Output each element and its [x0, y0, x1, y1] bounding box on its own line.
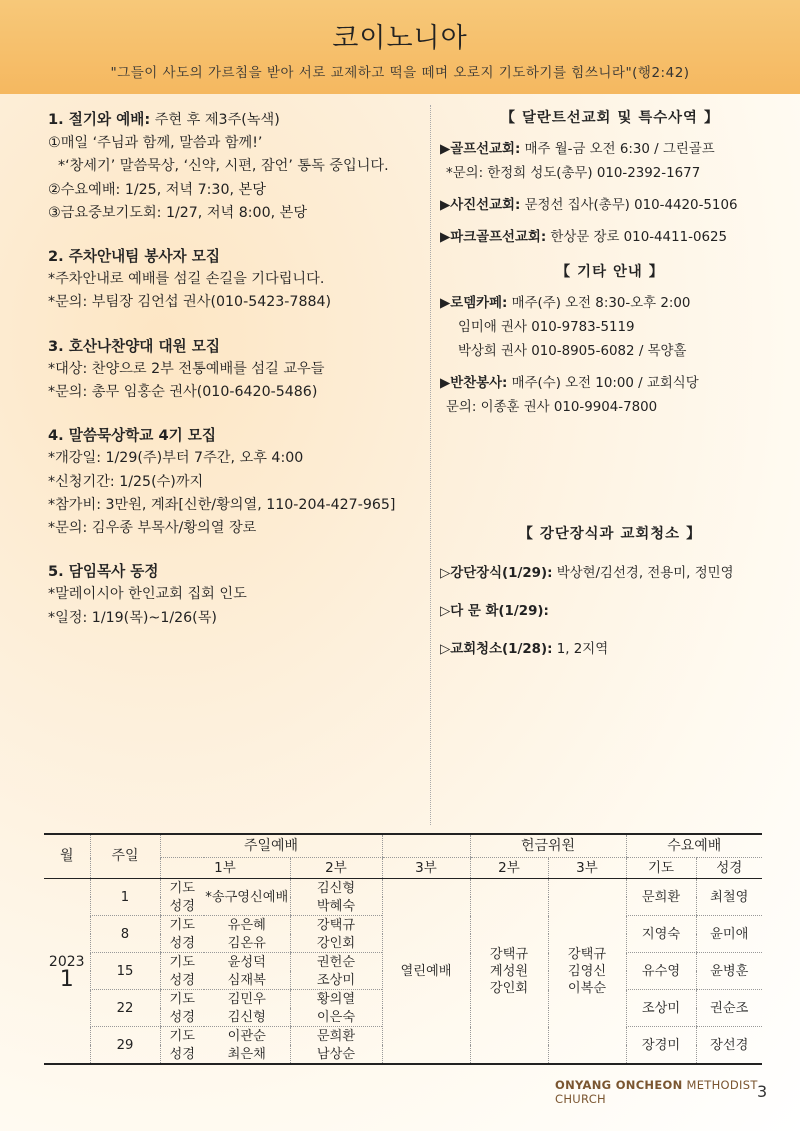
header-prayer: 기도: [626, 858, 696, 879]
service1-scripture: 최은채: [204, 1045, 290, 1064]
photo-label: ▶사진선교회:: [440, 198, 521, 213]
service2-prayer: 강택규: [290, 916, 382, 935]
week-day: 15: [90, 953, 160, 990]
offering-member: 이복순: [567, 980, 607, 996]
service2-scripture: 박혜숙: [290, 897, 382, 916]
parkgolf-label: ▶파크골프선교회:: [440, 230, 547, 245]
side-dish-label: ▶반찬봉사:: [440, 376, 508, 391]
service1-scripture: 김온유: [204, 934, 290, 953]
role-prayer: 기도: [160, 879, 204, 898]
week-day: 8: [90, 916, 160, 953]
year-label: 2023: [48, 954, 85, 970]
week-day: 22: [90, 990, 160, 1027]
offering-member: 계성원: [489, 963, 529, 979]
section-line: *개강일: 1/29(주)부터 7주간, 오후 4:00: [48, 450, 304, 467]
service1-scripture: 김신형: [204, 1008, 290, 1027]
section-line: *참가비: 3만원, 계좌[신한/황의열, 110-204-427-965]: [48, 496, 396, 513]
offering-member: 강택규: [489, 946, 529, 962]
section-pastor-news: [48, 560, 428, 630]
church-name-rest: METHODIST CHURCH: [555, 1078, 758, 1106]
offering-member: 강인회: [489, 980, 529, 996]
service2-scripture: 강인회: [290, 934, 382, 953]
cafe-text: 매주(주) 오전 8:30-오후 2:00: [507, 296, 691, 311]
section-choir: [48, 335, 428, 405]
role-scripture: 성경: [160, 1045, 204, 1064]
section-line: *문의: 부팀장 김언섭 권사(010-5423-7884): [48, 294, 332, 311]
photo-text: 문정선 집사(총무) 010-4420-5106: [520, 198, 738, 213]
section-worship: [48, 108, 428, 225]
role-prayer: 기도: [160, 953, 204, 972]
offering-3-members: [548, 879, 626, 1065]
altar-label: ▷강단장식(1/29):: [440, 566, 553, 581]
offering-member: 김영신: [567, 963, 607, 979]
service2-prayer: 문희환: [290, 1027, 382, 1046]
header-band: [0, 0, 800, 94]
role-prayer: 기도: [160, 990, 204, 1009]
header-week: 주일: [90, 834, 160, 879]
service2-prayer: 권헌순: [290, 953, 382, 972]
etc-heading: 【 기타 안내 】: [555, 264, 665, 280]
role-scripture: 성경: [160, 934, 204, 953]
offering-2-members: [470, 879, 548, 1065]
parkgolf-text: 한상문 장로 010-4411-0625: [546, 230, 728, 245]
header-offering: 헌금위원: [470, 834, 626, 858]
header-service-3: 3부: [382, 858, 470, 879]
service1-prayer: *송구영신예배: [204, 879, 290, 916]
wed-scripture: 장선경: [696, 1027, 762, 1065]
wed-prayer: 지영숙: [626, 916, 696, 953]
service1-prayer: 윤성덕: [227, 954, 266, 970]
page-number: 3: [757, 1082, 768, 1101]
section-title-detail: 주현 후 제3주(녹색): [150, 112, 280, 128]
wed-scripture: 윤병훈: [696, 953, 762, 990]
section-title: 3. 호산나찬양대 대원 모집: [48, 337, 220, 355]
section-line: ②수요예배: 1/25, 저녁 7:30, 본당: [48, 181, 266, 198]
third-service: 열린예배: [382, 879, 470, 1065]
month-cell: [44, 879, 90, 1065]
header-month: 월: [44, 834, 90, 879]
month-label: 1: [59, 967, 74, 992]
section-meditation-school: [48, 424, 428, 540]
section-title: 2. 주차안내팀 봉사자 모집: [48, 248, 220, 266]
header-offering-3: 3부: [548, 858, 626, 879]
header-offering-2: 2부: [470, 858, 548, 879]
header-wednesday-worship: 수요예배: [626, 834, 762, 858]
golf-text: 매주 월-금 오전 6:30 / 그린골프: [520, 142, 715, 157]
golf-label: ▶골프선교회:: [440, 142, 521, 157]
role-scripture: 성경: [160, 1008, 204, 1027]
section-line: *주차안내로 예배를 섬길 손길을 기다립니다.: [48, 271, 325, 288]
week-day: 29: [90, 1027, 160, 1065]
bible-verse: "그들이 사도의 가르침을 받아 서로 교제하고 떡을 떼며 오로지 기도하기를 힘쓰니라"(행2:42): [110, 65, 690, 81]
cafe-label: ▶로뎀카페:: [440, 296, 508, 311]
header-service-1: 1부: [160, 858, 290, 879]
section-line: *문의: 김우종 부목사/황의열 장로: [48, 520, 257, 537]
section-title: 5. 담임목사 동정: [48, 563, 159, 581]
announcements-column: [48, 108, 428, 650]
wed-prayer: 문희환: [626, 879, 696, 916]
section-line: *대상: 찬양으로 2부 전통예배를 섬길 교우들: [48, 360, 325, 377]
wed-prayer: 장경미: [626, 1027, 696, 1065]
service1-prayer: 김민우: [227, 991, 266, 1007]
header-scripture: 성경: [696, 858, 762, 879]
cleaning-label: ▷교회청소(1/28):: [440, 642, 553, 657]
section-line: *문의: 총무 임홍순 권사(010-6420-5486): [48, 384, 318, 401]
church-name-bold: ONYANG ONCHEON: [555, 1078, 683, 1092]
service1-scripture: 심재복: [204, 971, 290, 990]
section-title: 1. 절기와 예배:: [48, 111, 151, 128]
offering-member: 강택규: [567, 946, 607, 962]
wed-scripture: 권순조: [696, 990, 762, 1027]
service2-scripture: 이은숙: [290, 1008, 382, 1027]
section-line: ③금요중보기도회: 1/27, 저녁 8:00, 본당: [48, 204, 308, 221]
service2-scripture: 조상미: [290, 971, 382, 990]
section-parking: [48, 245, 428, 315]
section-line: *일정: 1/19(목)~1/26(목): [48, 609, 217, 626]
cafe-contact-2: 박상희 권사 010-8905-6082 / 목양홀: [458, 344, 687, 359]
section-line: *신청기간: 1/25(수)까지: [48, 473, 204, 490]
ministry-column: [440, 104, 780, 662]
altar-text: 박상현/김선경, 전용미, 정민영: [552, 566, 734, 581]
section-line: *‘창세기’ 말씀묵상, ‘신약, 시편, 잠언’ 통독 중입니다.: [58, 158, 389, 175]
role-prayer: 기도: [160, 1027, 204, 1046]
service1-prayer: 유은혜: [227, 917, 266, 933]
cleaning-text: 1, 2지역: [552, 642, 609, 657]
section-line: ①매일 ‘주님과 함께, 말씀과 함께!’: [48, 135, 263, 152]
multiculture-label: ▷다 문 화(1/29):: [440, 604, 549, 619]
week-day: 1: [90, 879, 160, 916]
altar-heading: 【 강단장식과 교회청소 】: [518, 526, 702, 542]
wed-scripture: 최철영: [696, 879, 762, 916]
section-title: 4. 말씀묵상학교 4기 모집: [48, 427, 216, 445]
page-title: 코이노니아: [332, 23, 468, 54]
section-line: *말레이시아 한인교회 집회 인도: [48, 586, 247, 603]
cafe-contact-1: 임미애 권사 010-9783-5119: [458, 320, 635, 335]
wed-prayer: 유수영: [626, 953, 696, 990]
role-prayer: 기도: [160, 916, 204, 935]
wed-prayer: 조상미: [626, 990, 696, 1027]
service2-prayer: 김신형: [290, 879, 382, 898]
side-dish-text: 매주(수) 오전 10:00 / 교회식당: [507, 376, 699, 391]
service1-prayer: 이관순: [227, 1028, 266, 1044]
service-schedule-table: [44, 833, 762, 1065]
column-divider: [430, 105, 431, 825]
role-scripture: 성경: [160, 897, 204, 916]
role-scripture: 성경: [160, 971, 204, 990]
header-service-2: 2부: [290, 858, 382, 879]
golf-contact: *문의: 한정희 성도(총무) 010-2392-1677: [446, 166, 701, 181]
mission-heading: 【 달란트선교회 및 특수사역 】: [500, 110, 720, 126]
service2-prayer: 황의열: [290, 990, 382, 1009]
side-dish-contact: 문의: 이종훈 권사 010-9904-7800: [446, 400, 658, 415]
header-sunday-worship: 주일예배: [160, 834, 382, 858]
service2-scripture: 남상순: [290, 1045, 382, 1064]
wed-scripture: 윤미애: [696, 916, 762, 953]
